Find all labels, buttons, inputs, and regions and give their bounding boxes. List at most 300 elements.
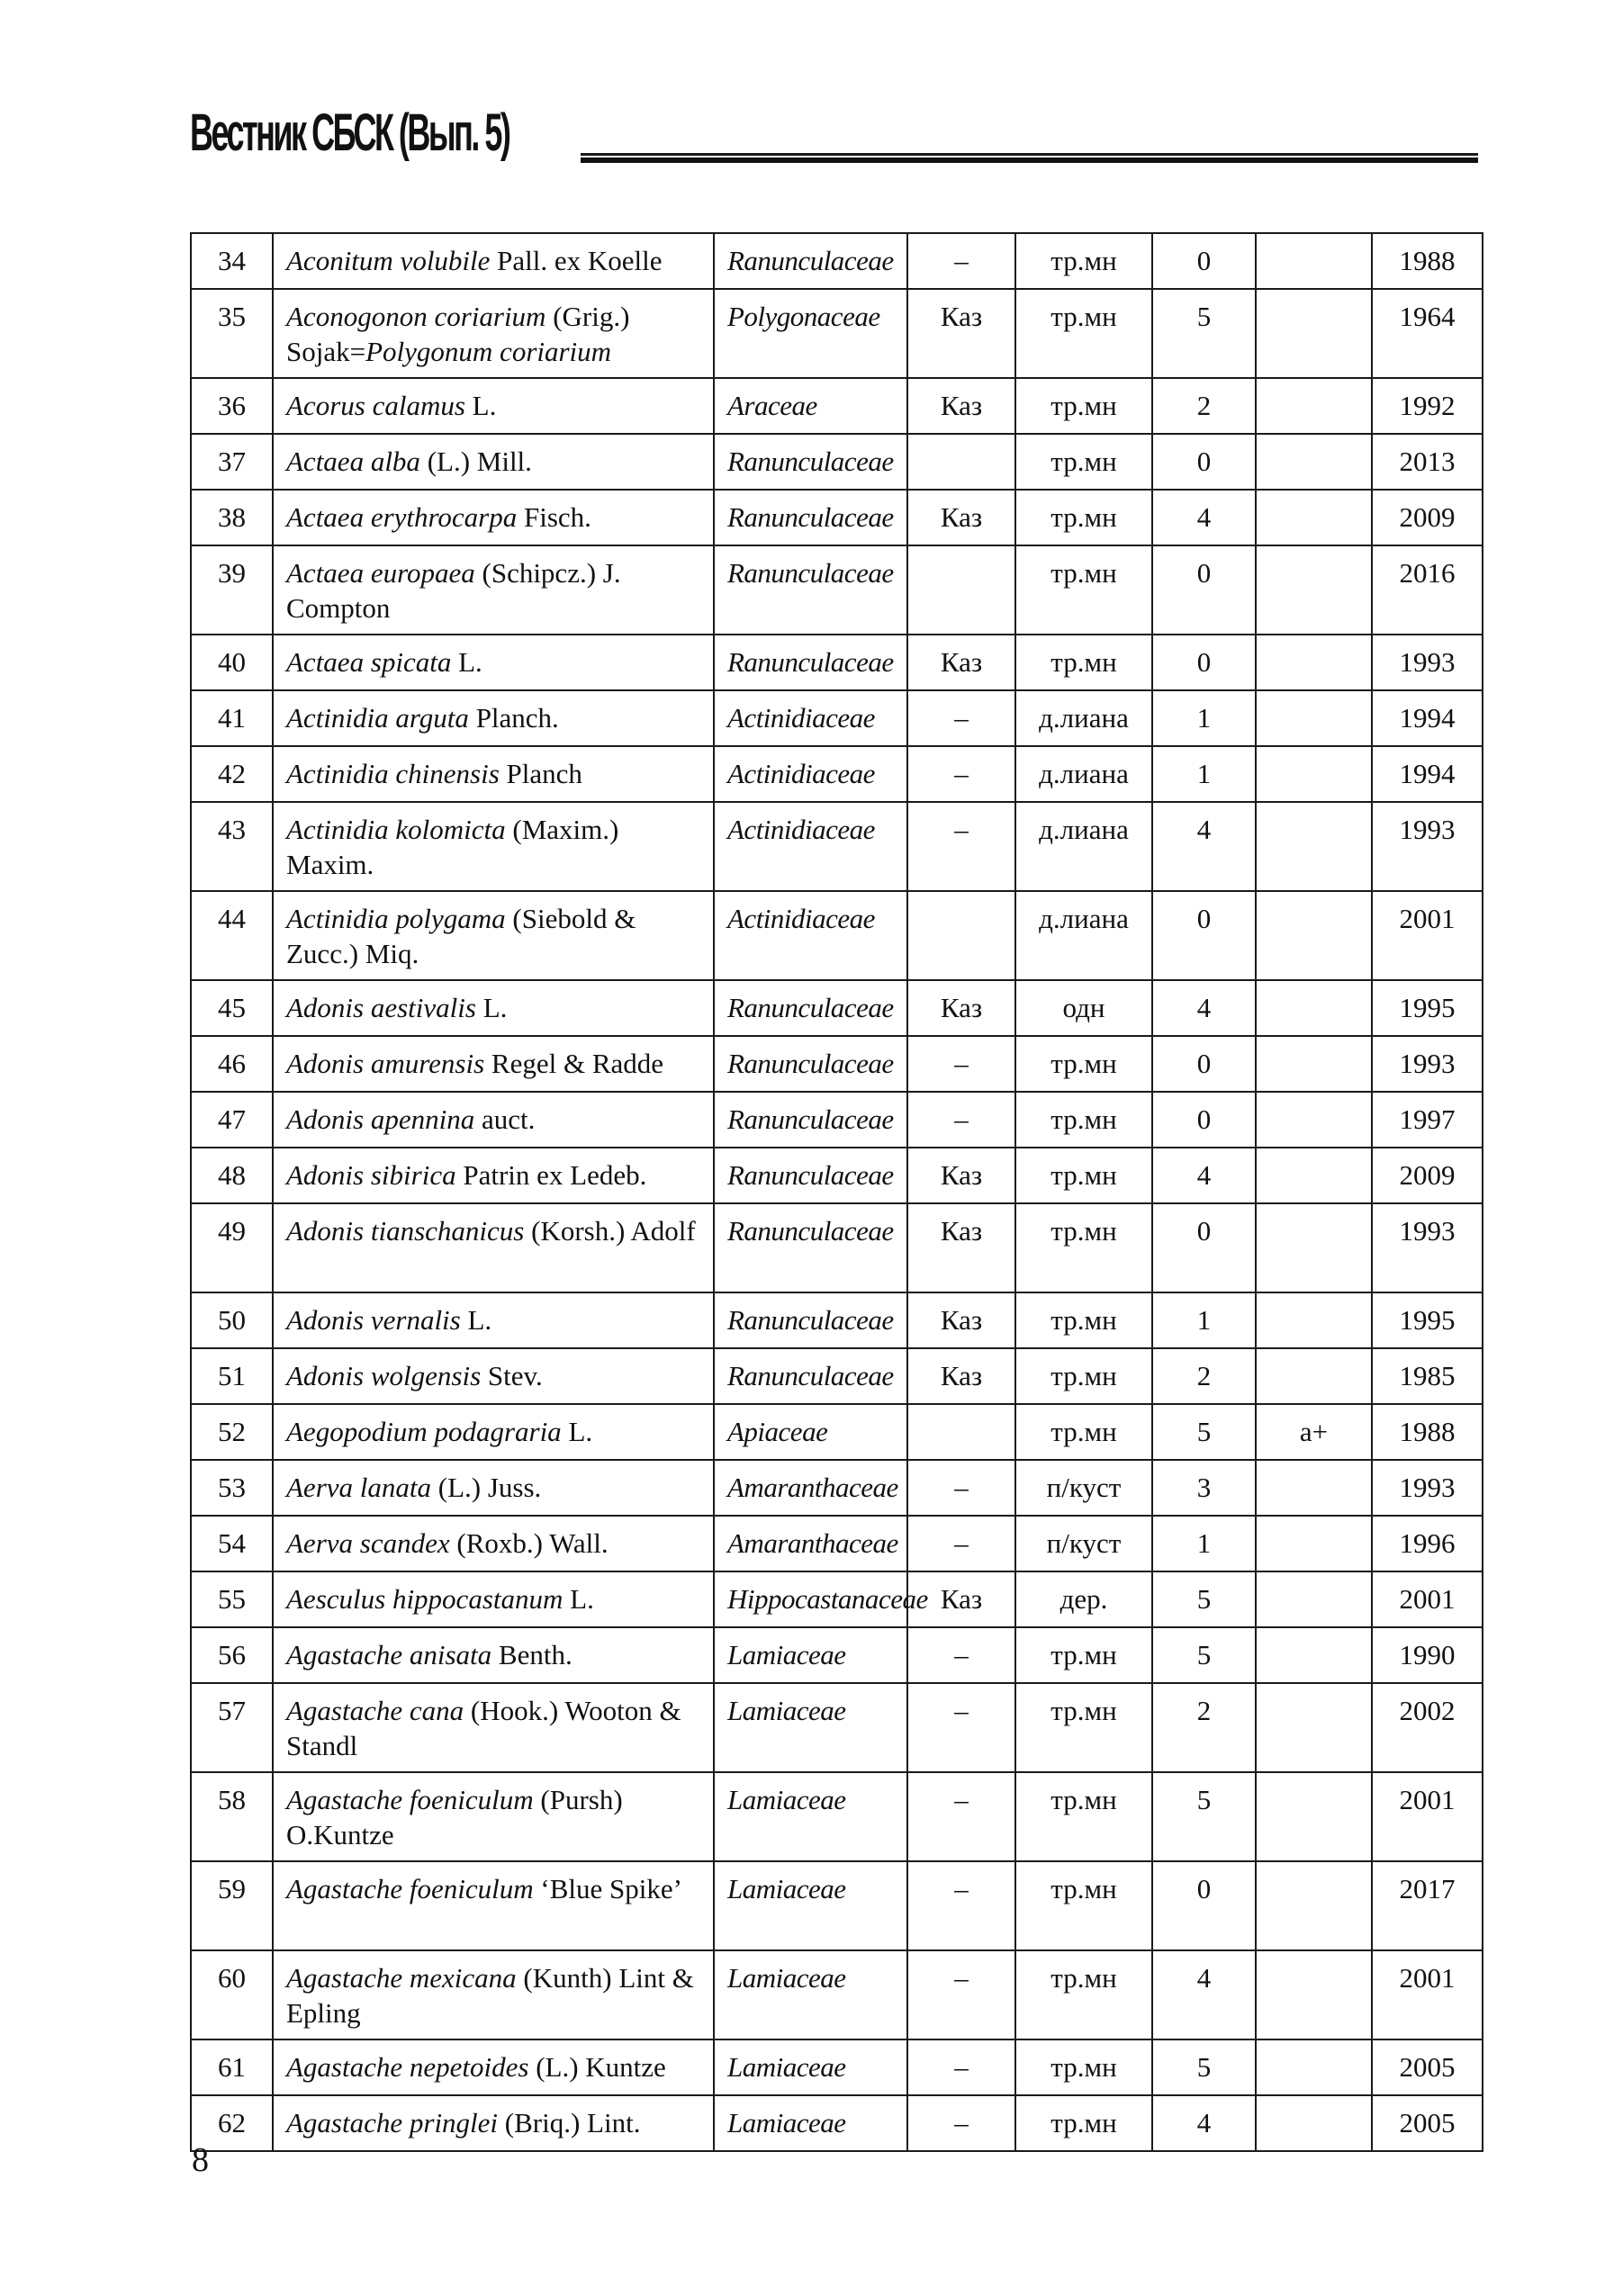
status: Каз <box>907 1292 1015 1348</box>
author: L. <box>460 1304 492 1336</box>
author: Planch <box>499 758 582 789</box>
family: Actinidiaceae <box>714 690 907 746</box>
synonym: Polygonum coriarium <box>365 336 612 367</box>
family: Amaranthaceae <box>714 1460 907 1516</box>
table-row <box>191 891 1483 980</box>
author: (L.) Mill. <box>419 446 532 477</box>
family: Ranunculaceae <box>714 490 907 545</box>
status: – <box>907 2039 1015 2095</box>
score: 0 <box>1152 1861 1256 1950</box>
table-row <box>191 1627 1483 1683</box>
family: Lamiaceae <box>714 2095 907 2151</box>
row-number: 43 <box>191 802 273 891</box>
life-form: д.лиана <box>1015 690 1152 746</box>
year: 2013 <box>1372 434 1483 490</box>
author: (Pursh) O.Kuntze <box>286 1784 623 1850</box>
year: 1988 <box>1372 233 1483 289</box>
header-rule-thick <box>581 158 1478 163</box>
author: (Kunth) Lint & Epling <box>286 1962 694 2029</box>
species-name <box>273 1092 714 1148</box>
mark <box>1256 1861 1372 1950</box>
species-name <box>273 1772 714 1861</box>
life-form: одн <box>1015 980 1152 1036</box>
status: – <box>907 1460 1015 1516</box>
mark <box>1256 1460 1372 1516</box>
mark <box>1256 1148 1372 1203</box>
family: Lamiaceae <box>714 1627 907 1683</box>
genus-species: Adonis vernalis <box>286 1304 461 1336</box>
life-form: тр.мн <box>1015 545 1152 635</box>
row-number: 53 <box>191 1460 273 1516</box>
year: 1992 <box>1372 378 1483 434</box>
species-table <box>190 232 1483 2152</box>
author: (Schipcz.) J. Compton <box>286 557 621 624</box>
genus-species: Adonis aestivalis <box>286 992 476 1023</box>
life-form: д.лиана <box>1015 746 1152 802</box>
mark <box>1256 746 1372 802</box>
genus-species: Adonis amurensis <box>286 1048 485 1079</box>
row-number: 41 <box>191 690 273 746</box>
table-row <box>191 1683 1483 1772</box>
species-name <box>273 690 714 746</box>
score: 0 <box>1152 434 1256 490</box>
mark <box>1256 1950 1372 2039</box>
score: 0 <box>1152 635 1256 690</box>
author: L. <box>563 1583 594 1615</box>
year: 1996 <box>1372 1516 1483 1571</box>
mark <box>1256 1627 1372 1683</box>
author: (L.) Kuntze <box>528 2051 666 2083</box>
genus-species: Actaea spicata <box>286 646 452 678</box>
species-name <box>273 1036 714 1092</box>
genus-species: Adonis wolgensis <box>286 1360 482 1391</box>
species-name <box>273 1627 714 1683</box>
score: 0 <box>1152 891 1256 980</box>
mark <box>1256 1292 1372 1348</box>
author: Regel & Radde <box>484 1048 664 1079</box>
status: – <box>907 1627 1015 1683</box>
row-number: 40 <box>191 635 273 690</box>
life-form: тр.мн <box>1015 2095 1152 2151</box>
author: L. <box>475 992 508 1023</box>
author: (Grig.) Sojak= <box>286 301 630 367</box>
page-number: 8 <box>192 2141 209 2179</box>
family: Ranunculaceae <box>714 635 907 690</box>
genus-species: Actaea europaea <box>286 557 475 589</box>
species-name <box>273 2039 714 2095</box>
year: 1988 <box>1372 1404 1483 1460</box>
table-row <box>191 635 1483 690</box>
genus-species: Actaea alba <box>286 446 420 477</box>
status: Каз <box>907 490 1015 545</box>
genus-species: Actinidia arguta <box>286 702 469 734</box>
row-number: 37 <box>191 434 273 490</box>
score: 2 <box>1152 1348 1256 1404</box>
status: – <box>907 2095 1015 2151</box>
row-number: 61 <box>191 2039 273 2095</box>
year: 1993 <box>1372 1203 1483 1292</box>
species-name <box>273 1348 714 1404</box>
genus-species: Agastache nepetoides <box>286 2051 529 2083</box>
row-number: 42 <box>191 746 273 802</box>
life-form: п/куст <box>1015 1516 1152 1571</box>
genus-species: Aesculus hippocastanum <box>286 1583 564 1615</box>
species-name <box>273 1571 714 1627</box>
life-form: тр.мн <box>1015 1683 1152 1772</box>
score: 4 <box>1152 802 1256 891</box>
score: 5 <box>1152 289 1256 378</box>
mark <box>1256 1571 1372 1627</box>
life-form: тр.мн <box>1015 1404 1152 1460</box>
table-row <box>191 1348 1483 1404</box>
author: (Hook.) Wooton & Standl <box>286 1695 681 1761</box>
status: Каз <box>907 635 1015 690</box>
table-row <box>191 1516 1483 1571</box>
author: Stev. <box>481 1360 543 1391</box>
species-name <box>273 1404 714 1460</box>
life-form: тр.мн <box>1015 1148 1152 1203</box>
species-name <box>273 1950 714 2039</box>
mark <box>1256 378 1372 434</box>
species-name <box>273 1460 714 1516</box>
row-number: 59 <box>191 1861 273 1950</box>
species-name <box>273 378 714 434</box>
row-number: 39 <box>191 545 273 635</box>
genus-species: Adonis apennina <box>286 1103 475 1135</box>
family: Polygonaceae <box>714 289 907 378</box>
score: 5 <box>1152 1571 1256 1627</box>
row-number: 47 <box>191 1092 273 1148</box>
table-row <box>191 1772 1483 1861</box>
mark <box>1256 802 1372 891</box>
species-name <box>273 891 714 980</box>
row-number: 35 <box>191 289 273 378</box>
mark <box>1256 1683 1372 1772</box>
row-number: 58 <box>191 1772 273 1861</box>
table-row <box>191 1092 1483 1148</box>
score: 0 <box>1152 233 1256 289</box>
life-form: тр.мн <box>1015 233 1152 289</box>
author: (Korsh.) Adolf <box>524 1215 696 1247</box>
family: Lamiaceae <box>714 1683 907 1772</box>
year: 1993 <box>1372 635 1483 690</box>
family: Ranunculaceae <box>714 1348 907 1404</box>
genus-species: Actaea erythrocarpa <box>286 501 518 533</box>
score: 4 <box>1152 1148 1256 1203</box>
mark <box>1256 2039 1372 2095</box>
table-row <box>191 1861 1483 1950</box>
row-number: 44 <box>191 891 273 980</box>
status: Каз <box>907 289 1015 378</box>
family: Ranunculaceae <box>714 1036 907 1092</box>
species-table-body <box>191 233 1483 2151</box>
score: 5 <box>1152 1627 1256 1683</box>
table-row <box>191 378 1483 434</box>
genus-species: Agastache foeniculum <box>286 1873 534 1904</box>
score: 1 <box>1152 690 1256 746</box>
mark <box>1256 980 1372 1036</box>
year: 2005 <box>1372 2039 1483 2095</box>
species-name <box>273 289 714 378</box>
author: (L.) Juss. <box>431 1472 542 1503</box>
table-row <box>191 434 1483 490</box>
status: – <box>907 1772 1015 1861</box>
genus-species: Agastache anisata <box>286 1639 492 1670</box>
row-number: 34 <box>191 233 273 289</box>
year: 1985 <box>1372 1348 1483 1404</box>
year: 1995 <box>1372 1292 1483 1348</box>
life-form: тр.мн <box>1015 1203 1152 1292</box>
table-row <box>191 980 1483 1036</box>
life-form: д.лиана <box>1015 891 1152 980</box>
table-row <box>191 1950 1483 2039</box>
status: Каз <box>907 1348 1015 1404</box>
family: Amaranthaceae <box>714 1516 907 1571</box>
score: 0 <box>1152 1036 1256 1092</box>
life-form: тр.мн <box>1015 490 1152 545</box>
table-row <box>191 1036 1483 1092</box>
species-name <box>273 635 714 690</box>
status: – <box>907 1950 1015 2039</box>
year: 2001 <box>1372 1950 1483 2039</box>
species-name <box>273 2095 714 2151</box>
status: Каз <box>907 378 1015 434</box>
family: Lamiaceae <box>714 1950 907 2039</box>
life-form: тр.мн <box>1015 1348 1152 1404</box>
species-name <box>273 490 714 545</box>
mark <box>1256 1772 1372 1861</box>
author: Planch. <box>468 702 559 734</box>
row-number: 52 <box>191 1404 273 1460</box>
row-number: 45 <box>191 980 273 1036</box>
author: Patrin ex Ledeb. <box>455 1159 647 1191</box>
header-rule-thin <box>581 153 1478 156</box>
genus-species: Adonis tianschanicus <box>286 1215 525 1247</box>
score: 0 <box>1152 545 1256 635</box>
mark <box>1256 434 1372 490</box>
year: 2001 <box>1372 891 1483 980</box>
author: (Maxim.) Maxim. <box>286 814 619 880</box>
family: Hippocastanaceae <box>714 1571 907 1627</box>
year: 2001 <box>1372 1571 1483 1627</box>
genus-species: Adonis sibirica <box>286 1159 456 1191</box>
family: Araceae <box>714 378 907 434</box>
author: ‘Blue Spike’ <box>533 1873 682 1904</box>
author: L. <box>451 646 482 678</box>
author: L. <box>464 390 497 421</box>
family: Lamiaceae <box>714 1861 907 1950</box>
family: Ranunculaceae <box>714 233 907 289</box>
status: – <box>907 233 1015 289</box>
life-form: тр.мн <box>1015 635 1152 690</box>
family: Ranunculaceae <box>714 434 907 490</box>
year: 2001 <box>1372 1772 1483 1861</box>
score: 5 <box>1152 2039 1256 2095</box>
author: (Briq.) Lint. <box>498 2107 641 2138</box>
life-form: тр.мн <box>1015 1950 1152 2039</box>
status: – <box>907 690 1015 746</box>
row-number: 57 <box>191 1683 273 1772</box>
life-form: тр.мн <box>1015 1292 1152 1348</box>
status: Каз <box>907 980 1015 1036</box>
genus-species: Actinidia chinensis <box>286 758 500 789</box>
year: 1994 <box>1372 690 1483 746</box>
year: 1997 <box>1372 1092 1483 1148</box>
table-row <box>191 1148 1483 1203</box>
family: Lamiaceae <box>714 1772 907 1861</box>
score: 1 <box>1152 1292 1256 1348</box>
mark <box>1256 490 1372 545</box>
status: – <box>907 1516 1015 1571</box>
genus-species: Agastache mexicana <box>286 1962 517 1994</box>
species-name <box>273 1683 714 1772</box>
author: auct. <box>474 1103 536 1135</box>
table-row <box>191 2095 1483 2151</box>
status <box>907 1404 1015 1460</box>
score: 4 <box>1152 980 1256 1036</box>
year: 1993 <box>1372 1036 1483 1092</box>
table-row <box>191 1203 1483 1292</box>
journal-title: Вестник СБСК (Вып. 5) <box>190 104 509 162</box>
table-row <box>191 1292 1483 1348</box>
row-number: 50 <box>191 1292 273 1348</box>
year: 1993 <box>1372 1460 1483 1516</box>
life-form: п/куст <box>1015 1460 1152 1516</box>
species-name <box>273 1861 714 1950</box>
species-name <box>273 545 714 635</box>
score: 3 <box>1152 1460 1256 1516</box>
row-number: 38 <box>191 490 273 545</box>
genus-species: Actinidia polygama <box>286 903 506 934</box>
table-row <box>191 1404 1483 1460</box>
life-form: тр.мн <box>1015 1092 1152 1148</box>
life-form: тр.мн <box>1015 1772 1152 1861</box>
species-name <box>273 746 714 802</box>
species-name <box>273 1516 714 1571</box>
genus-species: Aegopodium podagraria <box>286 1416 562 1447</box>
score: 4 <box>1152 1950 1256 2039</box>
year: 2009 <box>1372 490 1483 545</box>
table-row <box>191 1460 1483 1516</box>
mark <box>1256 1092 1372 1148</box>
life-form: дер. <box>1015 1571 1152 1627</box>
status: Каз <box>907 1148 1015 1203</box>
score: 5 <box>1152 1404 1256 1460</box>
genus-species: Agastache cana <box>286 1695 464 1726</box>
genus-species: Agastache foeniculum <box>286 1784 534 1815</box>
author: Fisch. <box>517 501 591 533</box>
status <box>907 891 1015 980</box>
family: Ranunculaceae <box>714 1292 907 1348</box>
genus-species: Aconogonon coriarium <box>286 301 546 332</box>
status: Каз <box>907 1203 1015 1292</box>
row-number: 46 <box>191 1036 273 1092</box>
author: Pall. ex Koelle <box>490 245 663 276</box>
row-number: 48 <box>191 1148 273 1203</box>
score: 0 <box>1152 1092 1256 1148</box>
status: – <box>907 746 1015 802</box>
score: 0 <box>1152 1203 1256 1292</box>
species-name <box>273 802 714 891</box>
score: 4 <box>1152 490 1256 545</box>
year: 1990 <box>1372 1627 1483 1683</box>
genus-species: Aconitum volubile <box>286 245 491 276</box>
genus-species: Agastache pringlei <box>286 2107 499 2138</box>
status <box>907 434 1015 490</box>
status: – <box>907 802 1015 891</box>
year: 1993 <box>1372 802 1483 891</box>
score: 1 <box>1152 1516 1256 1571</box>
mark <box>1256 690 1372 746</box>
life-form: тр.мн <box>1015 1627 1152 1683</box>
genus-species: Aerva lanata <box>286 1472 431 1503</box>
row-number: 60 <box>191 1950 273 2039</box>
life-form: тр.мн <box>1015 434 1152 490</box>
table-row <box>191 802 1483 891</box>
mark <box>1256 2095 1372 2151</box>
family: Actinidiaceae <box>714 891 907 980</box>
year: 1964 <box>1372 289 1483 378</box>
table-row <box>191 690 1483 746</box>
mark <box>1256 1203 1372 1292</box>
year: 2016 <box>1372 545 1483 635</box>
year: 1994 <box>1372 746 1483 802</box>
mark <box>1256 1348 1372 1404</box>
year: 2009 <box>1372 1148 1483 1203</box>
species-name <box>273 980 714 1036</box>
life-form: тр.мн <box>1015 1861 1152 1950</box>
life-form: д.лиана <box>1015 802 1152 891</box>
family: Ranunculaceae <box>714 1092 907 1148</box>
mark <box>1256 891 1372 980</box>
mark: а+ <box>1256 1404 1372 1460</box>
status: – <box>907 1092 1015 1148</box>
mark <box>1256 635 1372 690</box>
table-row <box>191 233 1483 289</box>
status: – <box>907 1036 1015 1092</box>
status: – <box>907 1683 1015 1772</box>
table-row <box>191 289 1483 378</box>
row-number: 56 <box>191 1627 273 1683</box>
table-row <box>191 746 1483 802</box>
author: Benth. <box>491 1639 573 1670</box>
life-form: тр.мн <box>1015 289 1152 378</box>
year: 1995 <box>1372 980 1483 1036</box>
author: L. <box>561 1416 593 1447</box>
author: (Siebold & Zucc.) Miq. <box>286 903 636 969</box>
species-name <box>273 1203 714 1292</box>
table-row <box>191 1571 1483 1627</box>
mark <box>1256 289 1372 378</box>
family: Ranunculaceae <box>714 1203 907 1292</box>
family: Actinidiaceae <box>714 802 907 891</box>
mark <box>1256 545 1372 635</box>
family: Lamiaceae <box>714 2039 907 2095</box>
mark <box>1256 1036 1372 1092</box>
species-name <box>273 1148 714 1203</box>
family: Ranunculaceae <box>714 1148 907 1203</box>
row-number: 51 <box>191 1348 273 1404</box>
mark <box>1256 233 1372 289</box>
score: 1 <box>1152 746 1256 802</box>
family: Apiaceae <box>714 1404 907 1460</box>
year: 2017 <box>1372 1861 1483 1950</box>
genus-species: Acorus calamus <box>286 390 465 421</box>
status <box>907 545 1015 635</box>
species-name <box>273 434 714 490</box>
author: (Roxb.) Wall. <box>449 1527 609 1559</box>
mark <box>1256 1516 1372 1571</box>
